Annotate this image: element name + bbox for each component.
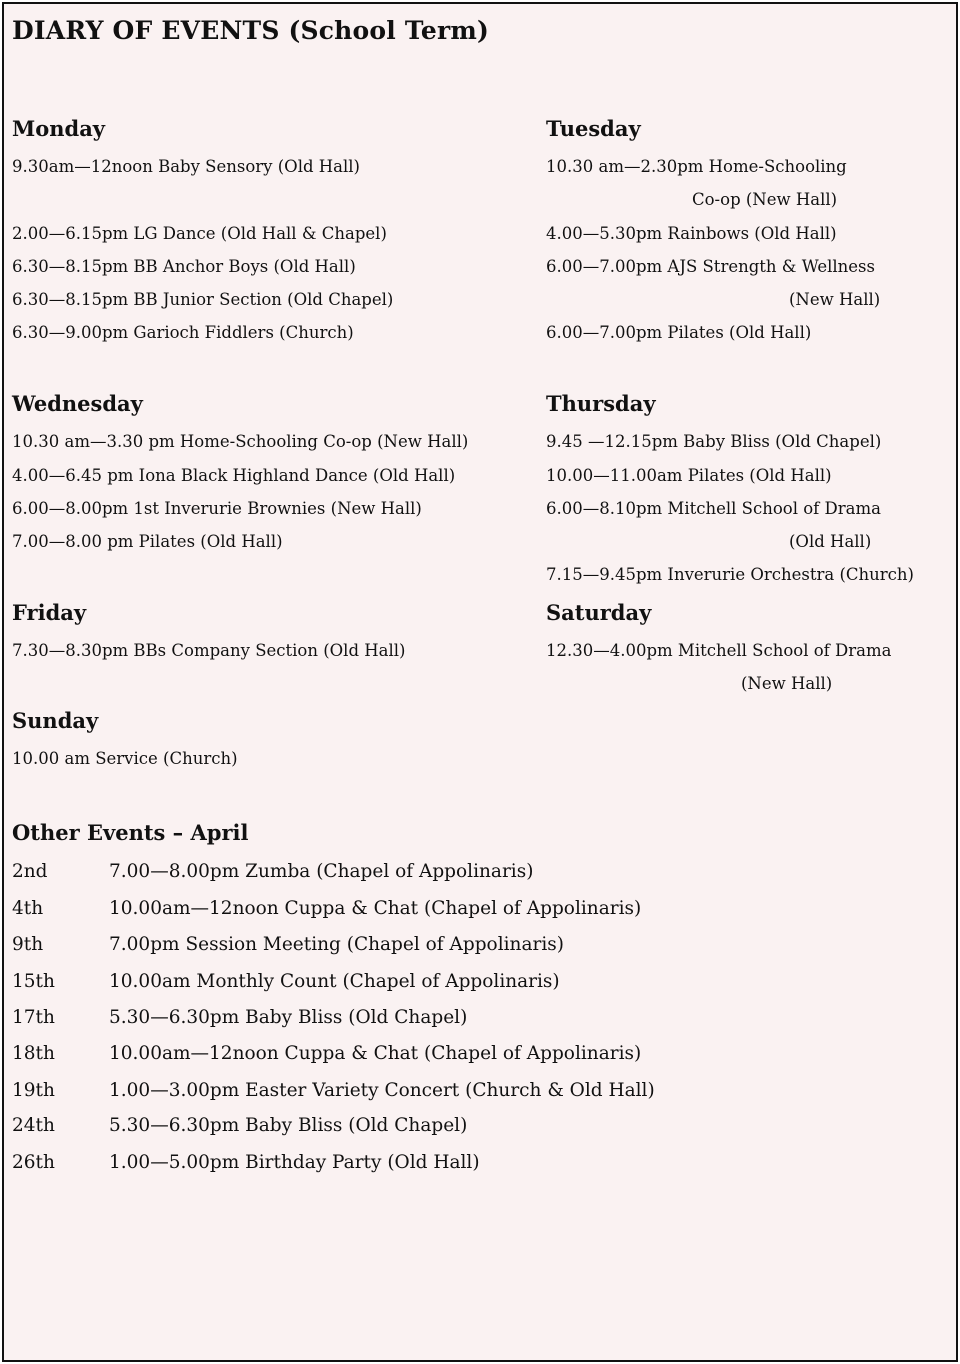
day-heading-monday: Monday	[12, 116, 106, 141]
diary-page	[2, 2, 958, 1362]
other-event-date: 26th	[12, 1152, 55, 1173]
other-event-text: 1.00—3.00pm Easter Variety Concert (Church & Old Hall)	[109, 1080, 655, 1101]
event-item: 10.30 am—2.30pm Home-Schooling	[546, 157, 847, 176]
day-heading-saturday: Saturday	[546, 600, 652, 625]
event-item: 6.30—8.15pm BB Anchor Boys (Old Hall)	[12, 257, 356, 276]
event-item: 6.00—8.10pm Mitchell School of Drama	[546, 499, 881, 518]
event-item: 9.45 —12.15pm Baby Bliss (Old Chapel)	[546, 432, 882, 451]
day-heading-thursday: Thursday	[546, 391, 656, 416]
event-item: 10.00 am Service (Church)	[12, 749, 238, 768]
day-heading-friday: Friday	[12, 600, 87, 625]
other-event-date: 18th	[12, 1043, 55, 1064]
event-item: (New Hall)	[741, 674, 833, 693]
event-item: 10.00—11.00am Pilates (Old Hall)	[546, 466, 832, 485]
other-event-text: 5.30—6.30pm Baby Bliss (Old Chapel)	[109, 1115, 468, 1136]
event-item: 7.00—8.00 pm Pilates (Old Hall)	[12, 532, 283, 551]
other-event-text: 10.00am Monthly Count (Chapel of Appolinaris)	[109, 971, 560, 992]
other-event-text: 10.00am—12noon Cuppa & Chat (Chapel of Appolinaris)	[109, 898, 642, 919]
other-event-date: 4th	[12, 898, 44, 919]
event-item: 6.30—9.00pm Garioch Fiddlers (Church)	[12, 323, 354, 342]
other-event-text: 10.00am—12noon Cuppa & Chat (Chapel of Appolinaris)	[109, 1043, 642, 1064]
event-item: 12.30—4.00pm Mitchell School of Drama	[546, 641, 892, 660]
page-title: DIARY OF EVENTS (School Term)	[12, 16, 490, 45]
other-event-date: 2nd	[12, 861, 48, 882]
event-item: (New Hall)	[789, 290, 881, 309]
event-item: 6.30—8.15pm BB Junior Section (Old Chapel)	[12, 290, 394, 309]
event-item: 9.30am—12noon Baby Sensory (Old Hall)	[12, 157, 360, 176]
other-event-date: 17th	[12, 1007, 55, 1028]
other-event-date: 19th	[12, 1080, 55, 1101]
other-event-date: 24th	[12, 1115, 55, 1136]
event-item: 6.00—8.00pm 1st Inverurie Brownies (New Hall)	[12, 499, 422, 518]
event-item: 10.30 am—3.30 pm Home-Schooling Co-op (New Hall)	[12, 432, 469, 451]
other-event-text: 7.00—8.00pm Zumba (Chapel of Appolinaris)	[109, 861, 534, 882]
day-heading-sunday: Sunday	[12, 708, 99, 733]
event-item: (Old Hall)	[789, 532, 872, 551]
event-item: 7.15—9.45pm Inverurie Orchestra (Church)	[546, 565, 914, 584]
other-event-text: 5.30—6.30pm Baby Bliss (Old Chapel)	[109, 1007, 468, 1028]
other-event-text: 1.00—5.00pm Birthday Party (Old Hall)	[109, 1152, 480, 1173]
other-event-date: 9th	[12, 934, 44, 955]
day-heading-tuesday: Tuesday	[546, 116, 641, 141]
event-item: 6.00—7.00pm AJS Strength & Wellness	[546, 257, 875, 276]
other-events-heading: Other Events – April	[12, 820, 249, 845]
event-item: 6.00—7.00pm Pilates (Old Hall)	[546, 323, 812, 342]
event-item: 7.30—8.30pm BBs Company Section (Old Hall)	[12, 641, 406, 660]
event-item: 4.00—5.30pm Rainbows (Old Hall)	[546, 224, 837, 243]
event-item: Co-op (New Hall)	[692, 190, 838, 209]
other-event-text: 7.00pm Session Meeting (Chapel of Appolinaris)	[109, 934, 564, 955]
event-item: 2.00—6.15pm LG Dance (Old Hall & Chapel)	[12, 224, 387, 243]
day-heading-wednesday: Wednesday	[12, 391, 143, 416]
other-event-date: 15th	[12, 971, 55, 992]
event-item: 4.00—6.45 pm Iona Black Highland Dance (Old Hall)	[12, 466, 456, 485]
